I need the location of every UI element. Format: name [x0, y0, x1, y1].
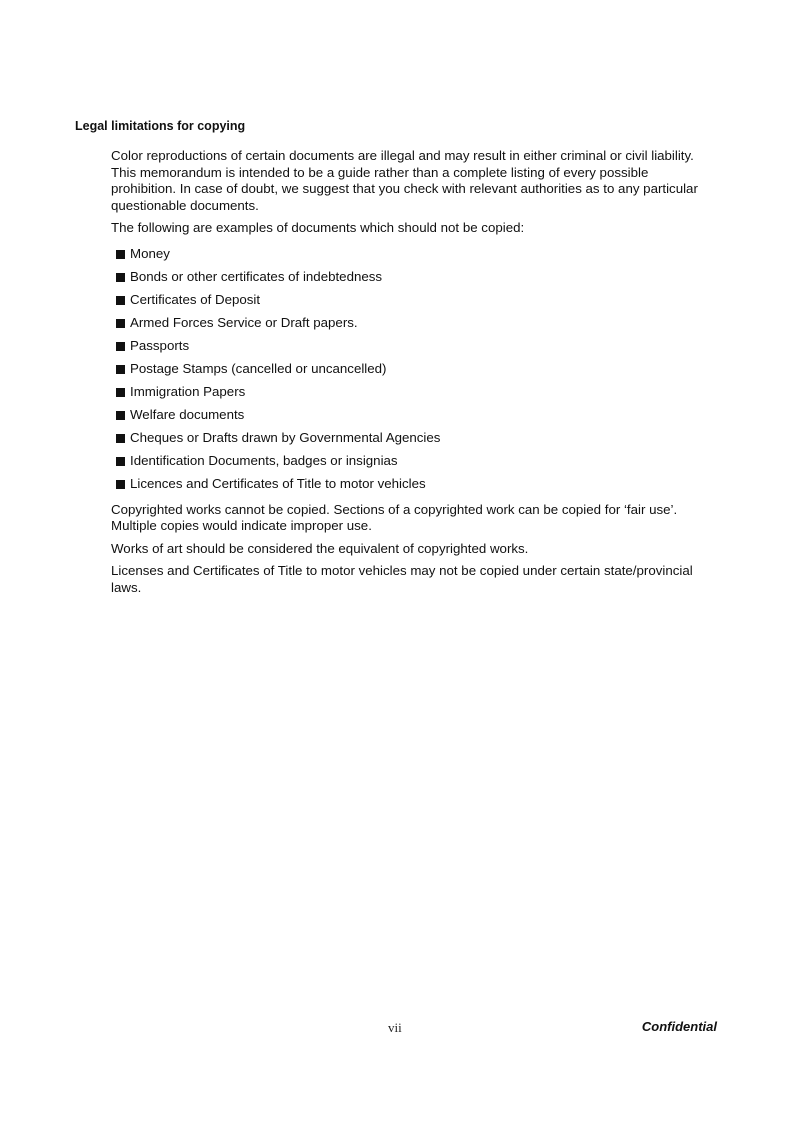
list-item-text: Cheques or Drafts drawn by Governmental Agencies — [130, 429, 441, 445]
square-bullet-icon — [116, 457, 125, 466]
section-heading: Legal limitations for copying — [75, 119, 246, 133]
list-item-text: Money — [130, 245, 170, 261]
copyright-paragraph: Copyrighted works cannot be copied. Sections of a copyrighted work can be copied for ‘fair use’. Multiple copies would indicate improper use. — [111, 501, 678, 533]
section-body — [111, 148, 701, 602]
list-item — [111, 427, 701, 450]
page-number: vii — [388, 1020, 402, 1035]
list-item — [111, 289, 701, 312]
square-bullet-icon — [116, 411, 125, 420]
licenses-paragraph: Licenses and Certificates of Title to motor vehicles may not be copied under certain state/provincial laws. — [111, 563, 693, 595]
list-item — [111, 243, 701, 266]
list-item — [111, 473, 701, 496]
list-item-text: Immigration Papers — [130, 383, 246, 399]
list-item — [111, 266, 701, 289]
square-bullet-icon — [116, 480, 125, 489]
square-bullet-icon — [116, 365, 125, 374]
list-item-text: Welfare documents — [130, 406, 245, 422]
square-bullet-icon — [116, 342, 125, 351]
list-item — [111, 404, 701, 427]
list-item-text: Licences and Certificates of Title to motor vehicles — [130, 475, 426, 491]
list-item — [111, 312, 701, 335]
list-item — [111, 381, 701, 404]
confidential-label: Confidential — [641, 1019, 717, 1034]
list-item-text: Bonds or other certificates of indebtedness — [130, 268, 383, 284]
square-bullet-icon — [116, 319, 125, 328]
list-item-text: Postage Stamps (cancelled or uncancelled) — [130, 360, 387, 376]
list-item-text: Armed Forces Service or Draft papers. — [130, 314, 358, 330]
list-item-text: Passports — [130, 337, 190, 353]
list-item — [111, 335, 701, 358]
square-bullet-icon — [116, 273, 125, 282]
list-item — [111, 358, 701, 381]
prohibited-documents-list — [111, 243, 701, 496]
list-item — [111, 450, 701, 473]
list-intro-paragraph: The following are examples of documents which should not be copied: — [111, 220, 525, 235]
intro-paragraph: Color reproductions of certain documents are illegal and may result in either criminal or civil liability. This memorandum is intended to be a guide rather than a complete listing of every possible prohibition. In case of doubt, we suggest that you check with relevant authorities as to any particular questionable documents. — [111, 148, 698, 213]
square-bullet-icon — [116, 388, 125, 397]
works-of-art-paragraph: Works of art should be considered the equivalent of copyrighted works. — [111, 540, 529, 556]
list-item-text: Certificates of Deposit — [130, 291, 261, 307]
square-bullet-icon — [116, 296, 125, 305]
list-item-text: Identification Documents, badges or insignias — [130, 452, 398, 468]
square-bullet-icon — [116, 250, 125, 259]
square-bullet-icon — [116, 434, 125, 443]
